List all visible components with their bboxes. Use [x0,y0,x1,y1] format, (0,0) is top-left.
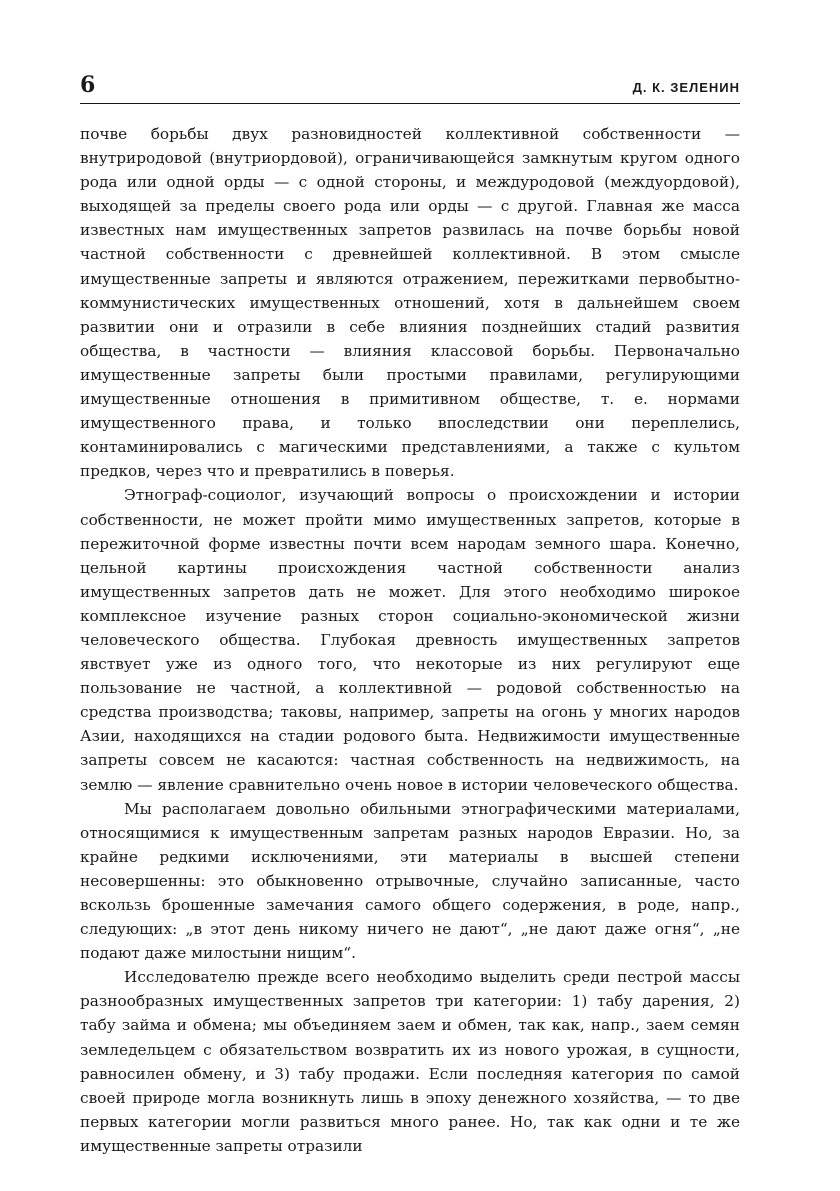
running-head-author: Д. К. ЗЕЛЕНИН [632,80,740,95]
header-rule [80,103,740,104]
page-number: 6 [80,72,96,98]
paragraph-2: Этнограф-социолог, изучающий вопросы о происхождении и истории собственности, не может пройти мимо имущественных запретов, которые в пережиточной форме известны почти всем народам земного шара. Конечно, цельной картины происхождения частной собственности анализ имущественных запретов дать не может. Для этого необходимо широкое комплексное изучение разных сторон социально-экономической жизни человеческого общества. Глубокая древность имущественных запретов явствует уже из одного того, что некоторые из них регулируют еще пользование не частной, а коллективной — родовой собственностью на средства производства; таковы, например, запреты на огонь у многих народов Азии, находящихся на стадии родового быта. Недвижимости имущественные запреты совсем не касаются: частная собственность на недвижимость, на землю — явление сравнительно очень новое в истории человеческого общества. [80,486,740,794]
paragraph-3: Мы располагаем довольно обильными этнографическими материалами, относящимися к имущественным запретам разных народов Евразии. Но, за крайне редкими исключениями, эти материалы в высшей степени несовершенны: это обыкновенно отрывочные, случайно записанные, часто вскользь брошенные замечания самого общего содержения, в роде, напр., следующих: „в этот день никому ничего не дают“, „не дают даже огня“, „не подают даже милостыни нищим“. [80,799,740,963]
paragraph-4: Исследователю прежде всего необходимо выделить среди пестрой массы разнообразных имущественных запретов три категории: 1) табу дарения, 2) табу займа и обмена; мы объединяем заем и обмен, так как, напр., заем семян земледельцем с обязательством возвратить их из нового урожая, в сущности, равносилен обмену, и 3) табу продажи. Если последняя категория по самой своей природе могла возникнуть лишь в эпоху денежного хозяйства, — то две первых категории могли развиться много ранее. Но, так как одни и те же имущественные запреты отразили [80,968,740,1155]
body-text [80,122,740,1158]
paragraph-1: почве борьбы двух разновидностей коллективной собственности — внутриродовой (внутриордовой), ограничивающейся замкнутым кругом одного рода или одной орды — с одной стороны, и междуродовой (междуордовой), выходящей за пределы своего рода или орды — с другой. Главная же масса известных нам имущественных запретов развилась на почве борьбы новой частной собственности с древнейшей коллективной. В этом смысле имущественные запреты и являются отражением, пережитками первобытно-коммунистических имущественных отношений, хотя в дальнейшем своем развитии они и отразили в себе влияния позднейших стадий развития общества, в частности — влияния классовой борьбы. Первоначально имущественные запреты были простыми правилами, регулирующими имущественные отношения в примитивном обществе, т. е. нормами имущественного права, и только впоследствии они переплелись, контаминировались с магическими представлениями, а также с культом предков, через что и превратились в поверья. [80,125,740,481]
